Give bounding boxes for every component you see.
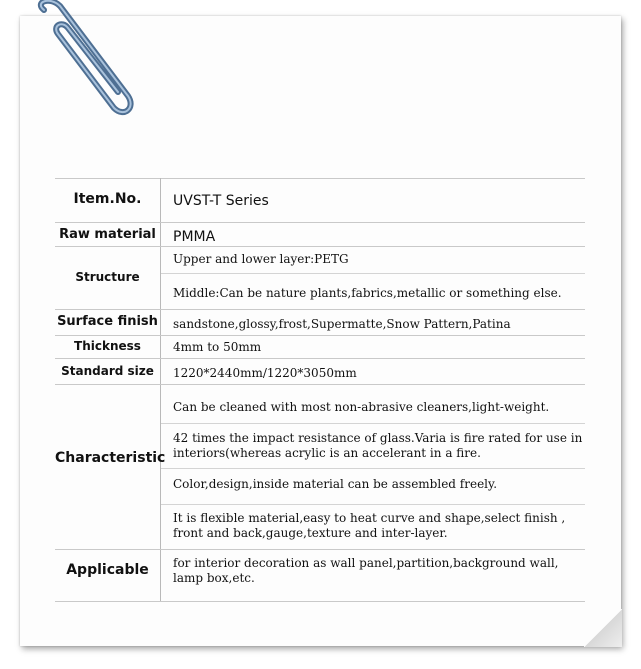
sub-divider	[161, 468, 585, 469]
value-applicable: for interior decoration as wall panel,partition,background wall, lamp box,etc.	[173, 556, 559, 585]
row-standard-size	[55, 358, 585, 384]
label-raw-material: Raw material	[59, 227, 156, 242]
row-thickness	[55, 335, 585, 358]
value-structure-1: Upper and lower layer:PETG	[173, 252, 349, 266]
value-characteristic-1: Can be cleaned with most non-abrasive cleaners,light-weight.	[173, 400, 550, 414]
row-item-no	[55, 178, 585, 222]
label-applicable: Applicable	[66, 562, 149, 578]
value-item-no: UVST-T Series	[173, 193, 269, 209]
row-surface-finish	[55, 309, 585, 335]
label-characteristic: Characteristic	[55, 450, 166, 466]
value-structure-2: Middle:Can be nature plants,fabrics,metallic or something else.	[173, 286, 562, 300]
sub-divider	[161, 273, 585, 274]
value-raw-material: PMMA	[173, 229, 216, 245]
page-curl	[584, 609, 622, 647]
value-thickness: 4mm to 50mm	[173, 340, 262, 354]
label-thickness: Thickness	[74, 339, 141, 353]
label-standard-size: Standard size	[61, 364, 154, 378]
paperclip-icon	[30, 0, 140, 125]
label-structure: Structure	[75, 270, 140, 284]
row-raw-material	[55, 222, 585, 246]
value-standard-size: 1220*2440mm/1220*3050mm	[173, 366, 357, 380]
value-characteristic-4: It is flexible material,easy to heat curve and shape,select finish , front and back,gauge,texture and inter-layer.	[173, 511, 566, 540]
sub-divider	[161, 423, 585, 424]
value-surface-finish: sandstone,glossy,frost,Supermatte,Snow Pattern,Patina	[173, 317, 511, 331]
sub-divider	[161, 504, 585, 505]
label-item-no: Item.No.	[73, 191, 142, 207]
row-applicable	[55, 549, 585, 601]
value-characteristic-2: 42 times the impact resistance of glass.Varia is fire rated for use in interiors(whereas acrylic is an accelerant in a fire.	[173, 431, 583, 460]
row-structure	[55, 246, 585, 309]
row-characteristic	[55, 384, 585, 549]
value-characteristic-3: Color,design,inside material can be assembled freely.	[173, 477, 498, 491]
table-border-bottom	[55, 601, 585, 602]
label-surface-finish: Surface finish	[57, 314, 158, 329]
